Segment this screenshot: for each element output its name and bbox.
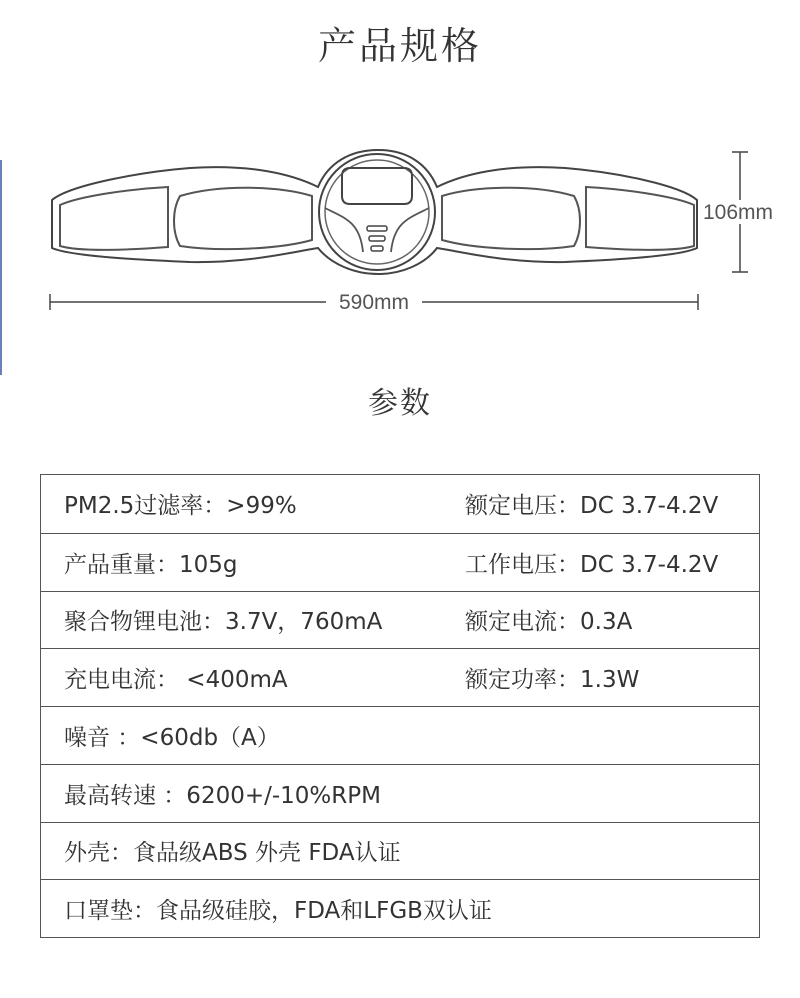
spec-cell: 聚合物锂电池：3.7V，760mA bbox=[64, 609, 383, 636]
spec-row bbox=[41, 591, 759, 649]
spec-cell: 外壳：食品级ABS 外壳 FDA认证 bbox=[64, 840, 401, 867]
control-button-2 bbox=[369, 236, 385, 241]
width-dimension-label: 590mm bbox=[338, 291, 410, 314]
spec-row bbox=[41, 475, 759, 533]
right-outer-pad bbox=[586, 187, 694, 250]
spec-row bbox=[41, 533, 759, 591]
spec-row bbox=[41, 648, 759, 706]
spec-cell: 工作电压：DC 3.7-4.2V bbox=[465, 551, 719, 578]
spec-cell: 产品重量：105g bbox=[64, 551, 238, 578]
spec-cell: 口罩垫：食品级硅胶，FDA和LFGB双认证 bbox=[64, 898, 492, 925]
page-title: 产品规格 bbox=[317, 24, 482, 68]
spec-cell: 额定电流：0.3A bbox=[465, 609, 633, 636]
spec-cell: PM2.5过滤率：>99% bbox=[64, 493, 297, 520]
spec-cell: 额定电压：DC 3.7-4.2V bbox=[465, 493, 719, 520]
spec-row bbox=[41, 764, 759, 822]
control-button-3 bbox=[371, 246, 383, 251]
product-diagram bbox=[0, 140, 800, 330]
spec-cell: 充电电流： <400mA bbox=[64, 667, 288, 694]
fan-vent bbox=[342, 168, 412, 204]
section-title: 参数 bbox=[368, 386, 432, 421]
spec-row bbox=[41, 706, 759, 764]
right-inner-pad bbox=[442, 188, 580, 249]
specs-table bbox=[40, 474, 760, 938]
left-inner-pad bbox=[174, 188, 312, 249]
spec-cell: 额定功率：1.3W bbox=[465, 667, 640, 694]
control-button-1 bbox=[367, 226, 387, 231]
left-outer-pad bbox=[60, 187, 168, 250]
spec-row bbox=[41, 879, 759, 937]
spec-row bbox=[41, 822, 759, 880]
fan-module bbox=[319, 154, 435, 270]
height-dimension-label: 106mm bbox=[702, 201, 774, 224]
spec-cell: 最高转速 ：6200+/-10%RPM bbox=[64, 782, 381, 809]
spec-cell: 噪音 ：<60db（A） bbox=[64, 724, 280, 751]
